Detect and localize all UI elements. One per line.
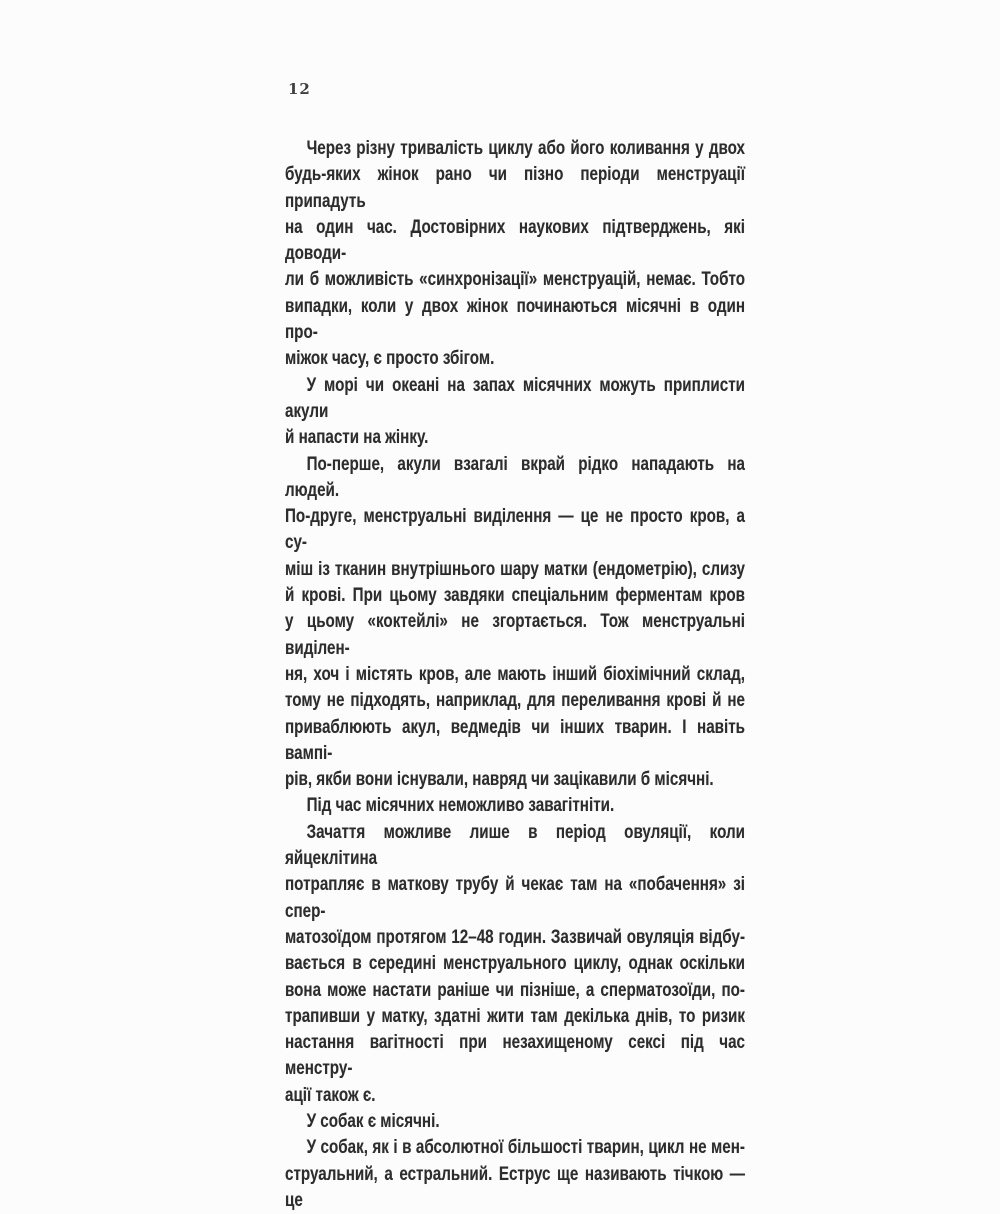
text-line: Через різну тривалість циклу або його коливання у двох [306, 138, 745, 159]
text-line: Зачаття можливе лише в період овуляції, коли яйцеклітина [285, 821, 745, 870]
text-line: тому не підходять, наприклад, для переливання крові й не [285, 690, 745, 712]
text-line: ації також є. [285, 1084, 376, 1106]
paragraph [285, 1109, 745, 1135]
text-line: У собак є місячні. [306, 1110, 440, 1132]
body-text-column [285, 136, 745, 1214]
text-line: міжок часу, є просто збігом. [285, 348, 495, 370]
text-line: У морі чи океані на запах місячних можуть приплисти акули [285, 374, 745, 422]
text-line: міш із тканин внутрішнього шару матки (ендометрію), слизу [285, 558, 745, 580]
text-line: По-перше, акули взагалі вкрай рідко нападають на людей. [285, 453, 745, 501]
text-line: вона може настати раніше чи пізніше, а сперматозоїди, по- [285, 979, 745, 1001]
text-line: Під час місячних неможливо завагітніти. [306, 795, 615, 817]
text-line: ня, хоч і містять кров, але мають інший біохімічний склад, [285, 663, 745, 685]
paragraph [285, 1135, 745, 1214]
text-line: настання вагітності при незахищеному сексі під час менстру- [285, 1032, 745, 1080]
text-line: у цьому «коктейлі» не згортається. Тож менструальні виділен- [285, 611, 745, 659]
paragraph [285, 793, 745, 819]
paragraph [285, 820, 745, 1109]
text-line: випадки, коли у двох жінок починаються місячні в один про- [285, 295, 745, 344]
text-line: на один час. Достовірних наукових підтверджень, які доводи- [285, 216, 745, 265]
paragraph [285, 373, 745, 452]
text-line: потрапляє в маткову трубу й чекає там на «побачення» зі спер- [285, 874, 745, 922]
text-line: й напасти на жінку. [285, 427, 429, 449]
text-line: ли б можливість «синхронізації» менструацій, немає. Тобто [285, 269, 745, 291]
text-line: рів, якби вони існували, навряд чи зацікавили б місячні. [285, 769, 714, 791]
paragraph [285, 136, 745, 373]
text-line: струальний, а естральний. Еструс ще називають тічкою — це [285, 1163, 745, 1211]
text-line: приваблюють акул, ведмедів чи інших тварин. І навіть вампі- [285, 716, 745, 764]
paragraph [285, 452, 745, 794]
text-line: матозоїдом протягом 12–48 годин. Зазвичай овуляція відбу- [285, 926, 745, 948]
text-line: будь-яких жінок рано чи пізно періоди менструації припадуть [285, 164, 745, 212]
text-line: вається в середині менструального циклу, однак оскільки [285, 953, 745, 975]
page-number: 12 [288, 80, 311, 98]
body-text [285, 136, 745, 1214]
text-line: По-друге, менструальні виділення — це не просто кров, а су- [285, 506, 745, 554]
text-line: трапивши у матку, здатні жити там декілька днів, то ризик [285, 1005, 745, 1027]
text-line: й крові. При цьому завдяки спеціальним ферментам кров [285, 585, 745, 607]
text-line: У собак, як і в абсолютної більшості тварин, цикл не мен- [306, 1137, 745, 1159]
